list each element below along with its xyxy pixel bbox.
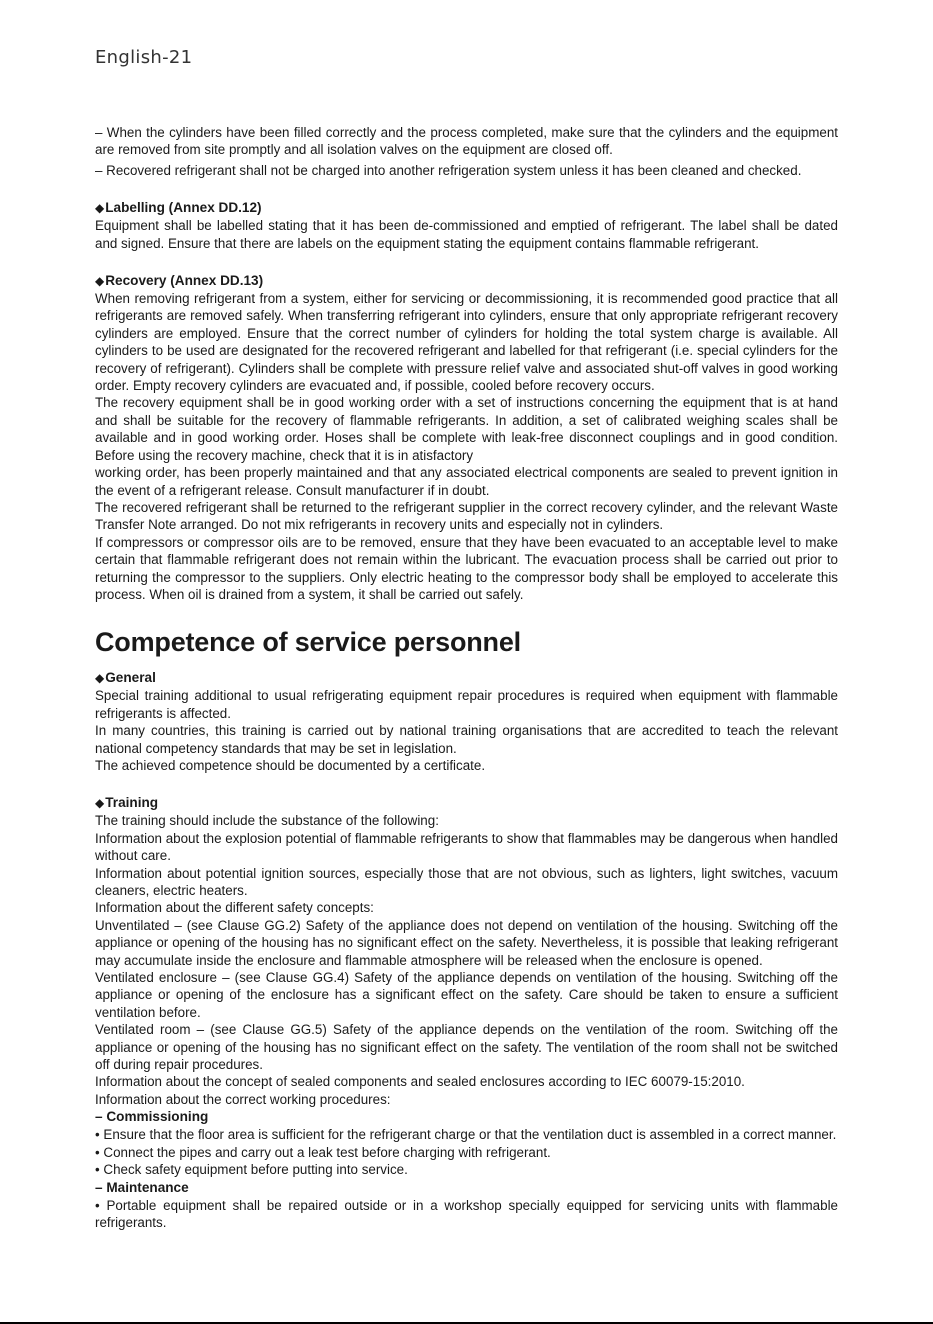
- list-item: • Check safety equipment before putting into service.: [95, 1162, 408, 1178]
- training-paragraph: Ventilated enclosure – (see Clause GG.4) Safety of the appliance depends on ventilation of the housing. Switching off the appliance or opening of the enclosure has a significant effect on the safety. Care should be taken to ensure a sufficient ventilation before.: [95, 970, 838, 1020]
- section-heading-recovery: ◆Recovery (Annex DD.13): [95, 273, 264, 289]
- training-paragraph: The training should include the substance of the following:: [95, 813, 439, 829]
- section-heading-labelling: ◆Labelling (Annex DD.12): [95, 200, 262, 216]
- section-heading-general: ◆General: [95, 670, 156, 686]
- diamond-bullet-icon: ◆: [95, 671, 105, 686]
- recovery-paragraph: The recovered refrigerant shall be returned to the refrigerant supplier in the correct recovery cylinder, and the relevant Waste Transfer Note arranged. Do not mix refrigerants in recovery units and especially not in cylinders.: [95, 499, 838, 533]
- labelling-paragraph: Equipment shall be labelled stating that it has been de-commissioned and emptied of refrigerant. The label shall be dated and signed. Ensure that there are labels on the equipment stating the equipment contains flammable refrigerant.: [95, 218, 838, 251]
- list-item: • Ensure that the floor area is sufficient for the refrigerant charge or that the ventilation duct is assembled in a correct manner.: [95, 1127, 837, 1143]
- document-body: [95, 124, 838, 1231]
- list-item: • Portable equipment shall be repaired outside or in a workshop specially equipped for servicing units with flammable refrigerants.: [95, 1197, 838, 1230]
- diamond-bullet-icon: ◆: [95, 274, 105, 289]
- recovery-paragraph: working order, has been properly maintained and that any associated electrical components are sealed to prevent ignition in the event of a refrigerant release. Consult manufacturer if in doubt.: [95, 465, 838, 498]
- diamond-bullet-icon: ◆: [95, 201, 105, 216]
- recovery-paragraph: The recovery equipment shall be in good working order with a set of instructions concerning the equipment that is at hand and shall be suitable for the recovery of flammable refrigerants. In addition, a set of calibrated weighing scales shall be available and in good working order. Hoses shall be complete with leak-free disconnect couplings and in good condition. Before using the recovery machine, check that it is in atisfactory: [95, 395, 838, 463]
- chapter-title: Competence of service personnel: [95, 627, 521, 658]
- list-item: • Connect the pipes and carry out a leak test before charging with refrigerant.: [95, 1144, 551, 1160]
- training-paragraph: Information about potential ignition sources, especially those that are not obvious, such as lighters, light switches, vacuum cleaners, electric heaters.: [95, 865, 838, 898]
- training-paragraph: Ventilated room – (see Clause GG.5) Safety of the appliance depends on the ventilation of the room. Switching off the appliance or opening of the housing has no significant effect on the safety. The ventilation of the room shall not be switched off during repair procedures.: [95, 1022, 838, 1073]
- diamond-bullet-icon: ◆: [95, 796, 105, 811]
- general-paragraph: In many countries, this training is carried out by national training organisations that are accredited to teach the relevant national competency standards that may be set in legislation.: [95, 723, 838, 756]
- training-paragraph: Information about the explosion potential of flammable refrigerants to show that flammables may be dangerous when handled without care.: [95, 830, 838, 864]
- subheading-maintenance: – Maintenance: [95, 1179, 189, 1195]
- recovery-paragraph: If compressors or compressor oils are to be removed, ensure that they have been evacuated to an acceptable level to make certain that flammable refrigerant does not remain within the lubricant. The evacuation process shall be carried out prior to returning the compressor to the suppliers. Only electric heating to the compressor body shall be employed to accelerate this process. When oil is drained from a system, it shall be carried out safely.: [95, 534, 838, 602]
- training-paragraph: Information about the correct working procedures:: [95, 1091, 391, 1107]
- general-paragraph: The achieved competence should be documented by a certificate.: [95, 757, 486, 773]
- intro-paragraph: – Recovered refrigerant shall not be charged into another refrigeration system unless it has been cleaned and checked.: [95, 162, 802, 178]
- subheading-commissioning: – Commissioning: [95, 1109, 209, 1125]
- training-paragraph: Information about the concept of sealed components and sealed enclosures according to IEC 60079-15:2010.: [95, 1074, 745, 1090]
- recovery-paragraph: When removing refrigerant from a system, either for servicing or decommissioning, it is recommended good practice that all refrigerants are removed safely. When transferring refrigerant into cylinders, ensure that only appropriate refrigerant recovery cylinders are employed. Ensure that the correct number of cylinders for holding the total system charge is available. All cylinders to be used are designated for the recovered refrigerant and labelled for that refrigerant (i.e. special cylinders for the recovery of refrigerant). Cylinders shall be complete with pressure relief valve and associated shut-off valves in good working order. Empty recovery cylinders are evacuated and, if possible, cooled before recovery occurs.: [95, 291, 838, 394]
- intro-paragraph: – When the cylinders have been filled correctly and the process completed, make sure that the cylinders and the equipment are removed from site promptly and all isolation valves on the equipment are closed off.: [95, 125, 838, 158]
- general-paragraph: Special training additional to usual refrigerating equipment repair procedures is required when equipment with flammable refrigerants is affected.: [95, 688, 838, 721]
- section-heading-training: ◆Training: [95, 795, 159, 811]
- page-number: English-21: [95, 47, 193, 68]
- training-paragraph: Unventilated – (see Clause GG.2) Safety of the appliance does not depend on ventilation of the housing. Switching off the appliance or opening of the housing has no significant effect on the safety. Nevertheless, it is possible that leaking refrigerant may accumulate inside the enclosure and flammable atmosphere will be released when the enclosure is opened.: [95, 917, 838, 968]
- training-paragraph: Information about the different safety concepts:: [95, 900, 374, 916]
